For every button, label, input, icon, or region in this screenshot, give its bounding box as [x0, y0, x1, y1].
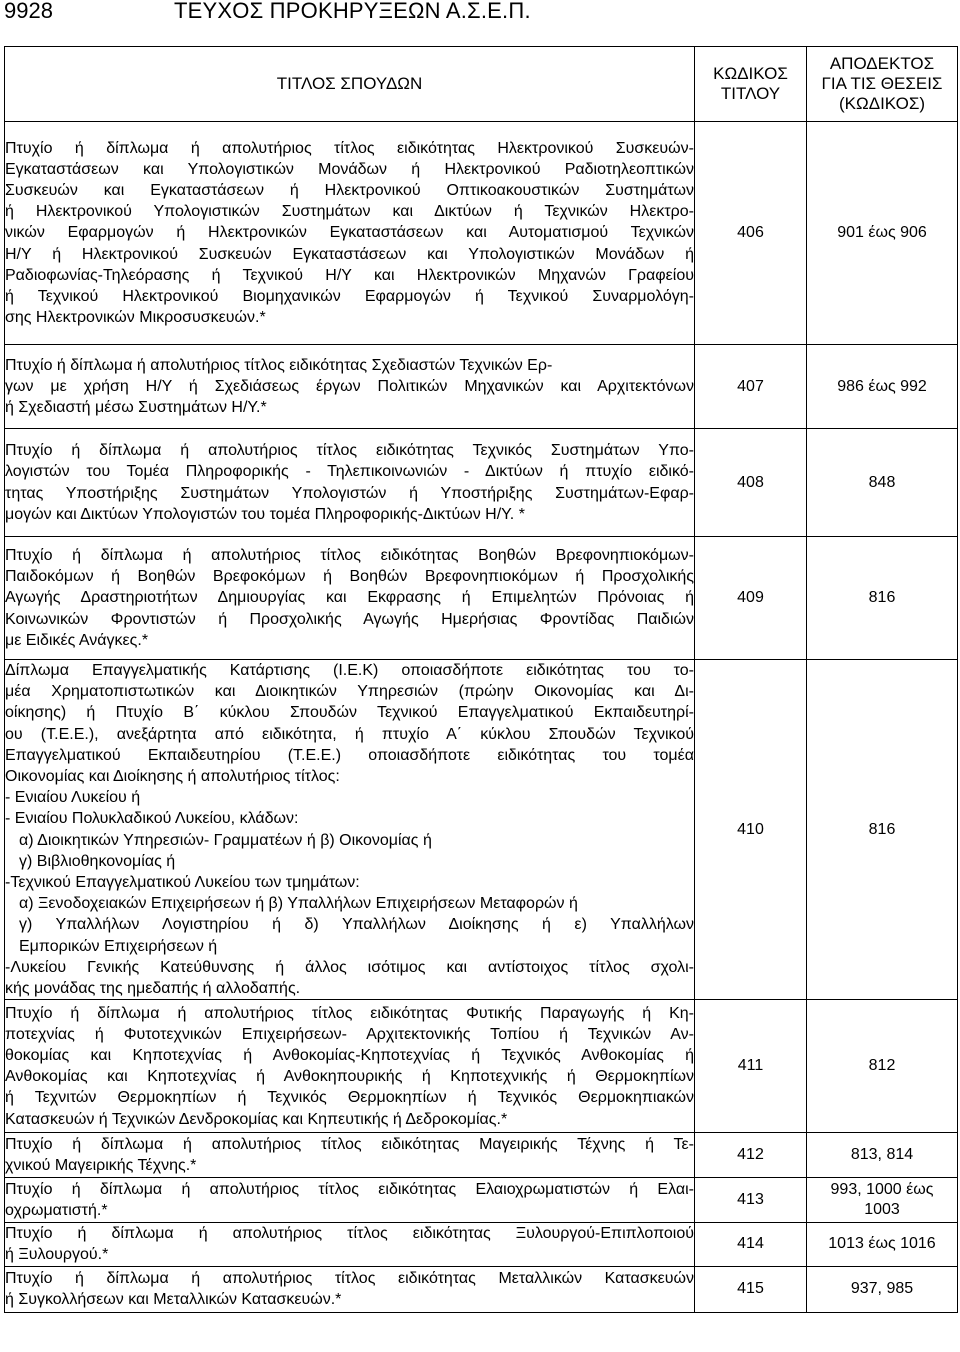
title-line: Ραδιοφωνίας-Τηλεόρασης ή Τεχνικού Η/Υ και Ηλεκτρονικών Μηχανών Γραφείου — [5, 266, 694, 284]
title-line: ή Τεχνικού Ηλεκτρονικού Βιομηχανικών Εφαρμογών ή Τεχνικού Συναρμολόγη- — [5, 288, 694, 305]
row-title-code: 407 — [695, 345, 807, 429]
row-accepted-positions: 1013 έως 1016 — [807, 1223, 958, 1266]
row-title-code: 412 — [695, 1133, 807, 1178]
row-title-text — [5, 1133, 695, 1178]
row-title-code: 408 — [695, 429, 807, 537]
row-title-code: 413 — [695, 1178, 807, 1223]
table-row — [5, 122, 958, 345]
title-line: ή Συγκολλήσεων και Μεταλλικών Κατασκευών.* — [5, 1291, 342, 1309]
table-row — [5, 660, 958, 1000]
page-number: 9928 — [4, 0, 53, 23]
title-line: με Ειδικές Ανάγκες.* — [5, 631, 149, 649]
title-line: - Ενιαίου Λυκείου ή — [5, 789, 141, 807]
table-row — [5, 1000, 958, 1133]
row-title-text — [5, 1000, 695, 1133]
title-line: γων με χρήση Η/Υ ή Σχεδιάσεως έργων Πολιτικών Μηχανικών και Αρχιτεκτόνων — [5, 377, 694, 395]
row-accepted-positions: 937, 985 — [807, 1266, 958, 1312]
row-title-text — [5, 660, 695, 1000]
table-row — [5, 429, 958, 537]
row-title-text — [5, 1266, 695, 1312]
title-line: Εμπορικών Επιχειρήσεων ή — [19, 937, 218, 955]
table-row — [5, 1266, 958, 1312]
title-line: Πτυχίο ή δίπλωμα ή απολυτήριος τίτλος ειδικότητας Ξυλουργού-Επιπλοποιού — [5, 1225, 694, 1243]
title-line: Κοινωνικών Φροντιστών ή Προσχολικής Αγωγής Ημερήσιας Φροντίδας Παιδιών — [5, 610, 694, 628]
title-line: ου (Τ.Ε.Ε.), ανεξάρτητα από ειδικότητα, ή πτυχίο Α΄ κύκλου Σπουδών Τεχνικού — [5, 725, 694, 743]
title-line: Πτυχίο ή δίπλωμα ή απολυτήριος τίτλος ειδικότητας Βοηθών Βρεφονηπιοκόμων- — [5, 546, 694, 564]
table-row — [5, 1223, 958, 1266]
title-line: οχρωματιστή.* — [5, 1202, 108, 1220]
title-line: μογών και Δικτύων Υπολογιστών του τομέα Πληροφορικής-Δικτύων Η/Υ. * — [5, 505, 525, 523]
table-row — [5, 1133, 958, 1178]
title-line: νικών Εφαρμογών ή Ηλεκτρονικών Εγκαταστάσεων και Αυτοματισμού Τεχνικών — [5, 224, 694, 242]
title-line: -Τεχνικού Επαγγελματικού Λυκείου των τμημάτων: — [5, 874, 360, 892]
title-line: Δίπλωμα Επαγγελματικής Κατάρτισης (Ι.Ε.Κ) οποιασδήποτε ειδικότητας του το- — [5, 662, 694, 679]
title-line: Πτυχίο ή δίπλωμα ή απολυτήριος τίτλος ειδικότητας Μαγειρικής Τέχνης ή Τε- — [5, 1136, 694, 1154]
row-accepted-positions: 986 έως 992 — [807, 345, 958, 429]
row-title-text — [5, 122, 695, 345]
header-title-code: ΚΩΔΙΚΟΣ ΤΙΤΛΟΥ — [695, 47, 807, 122]
table-row — [5, 345, 958, 429]
issue-title: ΤΕΥΧΟΣ ΠΡΟΚΗΡΥΞΕΩΝ Α.Σ.Ε.Π. — [174, 0, 531, 23]
title-line: Αγωγής Δραστηριοτήτων Δημιουργίας και Εκφρασης ή Επιμελητών Πρόνοιας ή — [5, 589, 694, 607]
title-line: Επαγγελματικού Εκπαιδευτηρίου (Τ.Ε.Ε.) οποιασδήποτε ειδικότητας του τομέα — [5, 746, 694, 764]
title-line: οίκησης) ή Πτυχίο Β΄ κύκλου Σπουδών Τεχνικού Επαγγελματικού Εκπαιδευτηρί- — [5, 704, 694, 722]
title-line: Κατασκευών ή Τεχνικών Δενδροκομίας και Κηπευτικής ή Δεδροκομίας.* — [5, 1110, 508, 1128]
title-line: σης Ηλεκτρονικών Μικροσυσκευών.* — [5, 309, 266, 327]
table-header-row — [5, 47, 958, 122]
title-line: ποτεχνίας ή Φυτοτεχνικών Επιχειρήσεων- Αρχιτεκτονικής Τοπίου ή Τεχνικών Αν- — [5, 1025, 694, 1043]
title-line: - Ενιαίου Πολυκλαδικού Λυκείου, κλάδων: — [5, 810, 299, 828]
row-title-text — [5, 1223, 695, 1266]
row-title-code: 415 — [695, 1266, 807, 1312]
title-line: γ) Υπαλλήλων Λογιστηρίου ή δ) Υπαλλήλων Διοίκησης ή ε) Υπαλλήλων — [19, 916, 694, 934]
header-title-of-studies: ΤΙΤΛΟΣ ΣΠΟΥΔΩΝ — [5, 47, 695, 122]
qualifications-table — [4, 46, 958, 1313]
row-title-text — [5, 345, 695, 429]
title-line: Ανθοκομίας και Κηποτεχνίας ή Ανθοκηπουρικής ή Κηποτεχνικής ή Θερμοκηπίων — [5, 1068, 694, 1086]
title-line: θοκομίας και Κηποτεχνίας ή Ανθοκομίας-Κηποτεχνίας ή Τεχνικός Ανθοκομίας ή — [5, 1047, 694, 1065]
row-accepted-positions: 993, 1000 έως 1003 — [807, 1178, 958, 1223]
title-line: Πτυχίο ή δίπλωμα ή απολυτήριος τίτλος ειδικότητας Ελαιοχρωματιστών ή Ελαι- — [5, 1181, 694, 1199]
title-line: ή Σχεδιαστή μέσω Συστημάτων Η/Υ.* — [5, 399, 267, 417]
title-line: Εγκαταστάσεων και Υπολογιστικών Μονάδων ή Ηλεκτρονικού Ραδιοτηλεοπτικών — [5, 160, 694, 178]
title-line: Πτυχίο ή δίπλωμα ή απολυτήριος τίτλος ειδικότητας Ηλεκτρονικού Συσκευών- — [5, 139, 694, 157]
title-line: κής μονάδας της ημεδαπής ή αλλοδαπής. — [5, 980, 301, 998]
row-accepted-positions: 816 — [807, 537, 958, 660]
title-line: ή Τεχνιτών Θερμοκηπίων ή Τεχνικός Θερμοκηπίων ή Τεχνικός Θερμοκηπιακών — [5, 1089, 694, 1107]
title-line: λογιστών του Τομέα Πληροφορικής - Τηλεπικοινωνιών - Δικτύων ή πτυχίο ειδικό- — [5, 463, 694, 481]
title-line: Πτυχίο ή δίπλωμα ή απολυτήριος τίτλος ειδικότητας Φυτικής Παραγωγής ή Κη- — [5, 1004, 694, 1022]
title-line: Πτυχίο ή δίπλωμα ή απολυτήριος τίτλος ειδικότητας Μεταλλικών Κατασκευών — [5, 1269, 694, 1287]
row-accepted-positions: 813, 814 — [807, 1133, 958, 1178]
title-line: χνικού Μαγειρικής Τέχνης.* — [5, 1157, 197, 1175]
title-line: α) Διοικητικών Υπηρεσιών- Γραμματέων ή β) Οικονομίας ή — [19, 831, 432, 849]
row-title-code: 414 — [695, 1223, 807, 1266]
title-line: τητας Υποστήριξης Συστημάτων Υπολογιστών ή Υποστήριξης Συστημάτων-Εφαρ- — [5, 484, 694, 502]
row-title-text — [5, 429, 695, 537]
title-line: μέα Χρηματοπιστωτικών και Διοικητικών Υπηρεσιών (πρώην Οικονομίας και Δι- — [5, 683, 694, 701]
title-line: α) Ξενοδοχειακών Επιχειρήσεων ή β) Υπαλλήλων Επιχειρήσεων Μεταφορών ή — [19, 895, 578, 913]
row-title-code: 410 — [695, 660, 807, 1000]
row-accepted-positions: 816 — [807, 660, 958, 1000]
table-row — [5, 1178, 958, 1223]
title-line: ή Ηλεκτρονικού Υπολογιστικών Συστημάτων και Δικτύων ή Τεχνικών Ηλεκτρο- — [5, 203, 694, 221]
title-line: Πτυχίο ή δίπλωμα ή απολυτήριος τίτλος ειδικότητας Σχεδιαστών Τεχνικών Ερ- — [5, 356, 553, 374]
title-line: Οικονομίας και Διοίκησης ή απολυτήριος τίτλος: — [5, 768, 340, 786]
row-accepted-positions: 848 — [807, 429, 958, 537]
title-line: Πτυχίο ή δίπλωμα ή απολυτήριος τίτλος ειδικότητας Τεχνικός Συστημάτων Υπο- — [5, 442, 694, 460]
row-title-code: 411 — [695, 1000, 807, 1133]
title-line: -Λυκείου Γενικής Κατεύθυνσης ή άλλος ισότιμος και αντίστοιχος τίτλος σχολι- — [5, 958, 694, 976]
title-line: γ) Βιβλιοθηκονομίας ή — [19, 852, 176, 870]
title-line: Παιδοκόμων ή Βοηθών Βρεφοκόμων ή Βοηθών Βρεφονηπιοκόμων ή Προσχολικής — [5, 568, 694, 586]
header-accepted-positions: ΑΠΟΔΕΚΤΟΣ ΓΙΑ ΤΙΣ ΘΕΣΕΙΣ (ΚΩΔΙΚΟΣ) — [807, 47, 958, 122]
title-line: Συσκευών και Εγκαταστάσεων ή Ηλεκτρονικού Οπτικοακουστικών Συστημάτων — [5, 181, 694, 199]
table-row — [5, 537, 958, 660]
row-accepted-positions: 812 — [807, 1000, 958, 1133]
row-title-code: 406 — [695, 122, 807, 345]
row-title-text — [5, 1178, 695, 1223]
row-title-code: 409 — [695, 537, 807, 660]
page-header — [0, 0, 960, 30]
row-title-text — [5, 537, 695, 660]
title-line: Η/Υ ή Ηλεκτρονικού Συσκευών Εγκαταστάσεων και Υπολογιστικών Μονάδων ή — [5, 245, 694, 263]
title-line: ή Ξυλουργού.* — [5, 1246, 109, 1264]
row-accepted-positions: 901 έως 906 — [807, 122, 958, 345]
